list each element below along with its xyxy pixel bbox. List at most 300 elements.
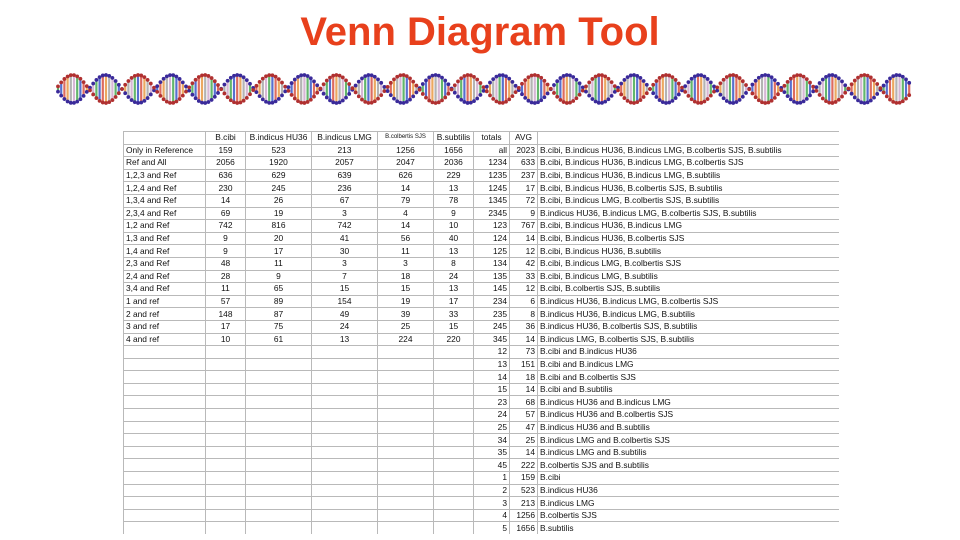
table-cell: B.cibi, B.indicus HU36, B.indicus LMG, B.subtilis — [538, 169, 840, 182]
table-cell: 1,3 and Ref — [124, 232, 206, 245]
table-cell: 47 — [510, 421, 538, 434]
table-cell: 1,4 and Ref — [124, 245, 206, 258]
table-cell: 159 — [510, 472, 538, 485]
table-cell — [312, 459, 378, 472]
table-cell: 19 — [378, 295, 434, 308]
table-row — [124, 509, 840, 522]
table-cell — [124, 396, 206, 409]
table-cell — [206, 409, 246, 422]
table-cell: 2 and ref — [124, 308, 206, 321]
table-cell: 3 — [312, 257, 378, 270]
table-cell: 14 — [510, 446, 538, 459]
table-cell — [246, 421, 312, 434]
table-cell — [246, 396, 312, 409]
table-cell: Only in Reference — [124, 144, 206, 157]
table-row — [124, 157, 840, 170]
table-cell: 30 — [312, 245, 378, 258]
table-cell: 73 — [510, 346, 538, 359]
table-cell: 2,3,4 and Ref — [124, 207, 206, 220]
table-row — [124, 484, 840, 497]
table-cell: 1345 — [474, 194, 510, 207]
table-cell: 7 — [312, 270, 378, 283]
table-cell: B.cibi, B.indicus LMG, B.subtilis — [538, 270, 840, 283]
table-cell: 134 — [474, 257, 510, 270]
table-row — [124, 409, 840, 422]
venn-results-table — [123, 131, 839, 534]
table-cell: 3 and ref — [124, 320, 206, 333]
table-cell — [206, 383, 246, 396]
table-cell: 78 — [434, 194, 474, 207]
table-cell: B.indicus HU36 and B.subtilis — [538, 421, 840, 434]
table-cell: 1 — [474, 472, 510, 485]
table-cell: 1 and ref — [124, 295, 206, 308]
table-cell: 45 — [474, 459, 510, 472]
table-cell: 8 — [434, 257, 474, 270]
table-row — [124, 270, 840, 283]
table-cell — [206, 434, 246, 447]
table-cell: 742 — [312, 220, 378, 233]
table-cell: 639 — [312, 169, 378, 182]
table-cell — [378, 383, 434, 396]
table-cell: 2036 — [434, 157, 474, 170]
table-cell: 2056 — [206, 157, 246, 170]
table-cell: 15 — [434, 320, 474, 333]
table-cell: 742 — [206, 220, 246, 233]
table-row — [124, 383, 840, 396]
table-cell: 3 — [312, 207, 378, 220]
table-cell — [434, 358, 474, 371]
table-cell — [434, 509, 474, 522]
table-cell: 41 — [312, 232, 378, 245]
table-cell: 67 — [312, 194, 378, 207]
table-cell: 5 — [474, 522, 510, 534]
table-cell — [246, 371, 312, 384]
table-cell — [312, 371, 378, 384]
table-cell: B.colbertis SJS — [538, 509, 840, 522]
table-row — [124, 333, 840, 346]
table-row — [124, 194, 840, 207]
table-cell — [378, 409, 434, 422]
table-cell — [206, 459, 246, 472]
table-cell: 57 — [510, 409, 538, 422]
table-cell: 17 — [434, 295, 474, 308]
table-cell: 25 — [474, 421, 510, 434]
table-cell: 4 — [378, 207, 434, 220]
table-cell — [246, 459, 312, 472]
table-cell: 3,4 and Ref — [124, 283, 206, 296]
table-cell: 633 — [510, 157, 538, 170]
table-cell — [378, 358, 434, 371]
table-cell: 1256 — [510, 509, 538, 522]
table-cell: 222 — [510, 459, 538, 472]
table-cell — [124, 484, 206, 497]
table-cell: 124 — [474, 232, 510, 245]
table-header-row — [124, 132, 840, 145]
table-cell: 626 — [378, 169, 434, 182]
table-cell — [312, 484, 378, 497]
table-cell: 24 — [312, 320, 378, 333]
table-cell: 1,2 and Ref — [124, 220, 206, 233]
table-cell: 17 — [510, 182, 538, 195]
table-cell — [434, 434, 474, 447]
table-cell: 15 — [378, 283, 434, 296]
column-header: B.colbertis SJS — [378, 132, 434, 145]
table-cell — [312, 383, 378, 396]
table-row — [124, 446, 840, 459]
table-cell: 235 — [474, 308, 510, 321]
table-cell: B.cibi, B.colbertis SJS, B.subtilis — [538, 283, 840, 296]
table-cell: 14 — [510, 232, 538, 245]
table-cell: 13 — [434, 245, 474, 258]
table-cell: 3 — [378, 257, 434, 270]
table-cell: 11 — [378, 245, 434, 258]
table-cell — [434, 446, 474, 459]
table-cell: 25 — [378, 320, 434, 333]
table-cell: 56 — [378, 232, 434, 245]
table-cell: 523 — [246, 144, 312, 157]
table-cell: B.colbertis SJS and B.subtilis — [538, 459, 840, 472]
table-cell: 767 — [510, 220, 538, 233]
table-cell: 20 — [246, 232, 312, 245]
table-cell: 9 — [510, 207, 538, 220]
table-cell — [434, 472, 474, 485]
table-cell — [312, 522, 378, 534]
table-cell: B.cibi, B.indicus LMG, B.colbertis SJS, B.subtilis — [538, 194, 840, 207]
table-cell — [434, 459, 474, 472]
table-row — [124, 396, 840, 409]
column-header: B.indicus LMG — [312, 132, 378, 145]
table-cell: 72 — [510, 194, 538, 207]
table-cell — [378, 472, 434, 485]
table-cell: 87 — [246, 308, 312, 321]
table-cell: B.indicus HU36, B.colbertis SJS, B.subtilis — [538, 320, 840, 333]
table-cell — [378, 497, 434, 510]
table-cell — [206, 396, 246, 409]
table-cell: B.cibi and B.subtilis — [538, 383, 840, 396]
table-cell: 33 — [510, 270, 538, 283]
table-cell: B.indicus LMG — [538, 497, 840, 510]
table-cell: B.indicus LMG and B.colbertis SJS — [538, 434, 840, 447]
table-cell: 24 — [434, 270, 474, 283]
column-header: B.cibi — [206, 132, 246, 145]
table-cell: 135 — [474, 270, 510, 283]
column-header: B.subtilis — [434, 132, 474, 145]
table-cell: 1920 — [246, 157, 312, 170]
table-cell — [124, 409, 206, 422]
table-cell — [378, 459, 434, 472]
table-cell: 145 — [474, 283, 510, 296]
table-cell — [124, 434, 206, 447]
table-cell: B.cibi, B.indicus HU36, B.colbertis SJS, B.subtilis — [538, 182, 840, 195]
table-cell — [246, 358, 312, 371]
table-cell — [434, 409, 474, 422]
table-cell — [124, 459, 206, 472]
table-cell: B.cibi and B.indicus LMG — [538, 358, 840, 371]
table-cell — [246, 522, 312, 534]
table-cell: 2345 — [474, 207, 510, 220]
table-cell — [124, 383, 206, 396]
table-row — [124, 257, 840, 270]
table-cell: B.cibi, B.indicus HU36, B.colbertis SJS — [538, 232, 840, 245]
table-cell: 15 — [474, 383, 510, 396]
table-cell: 18 — [510, 371, 538, 384]
table-cell: 24 — [474, 409, 510, 422]
table-cell: 1656 — [434, 144, 474, 157]
table-cell: 1,3,4 and Ref — [124, 194, 206, 207]
table-cell: B.cibi, B.indicus HU36, B.indicus LMG — [538, 220, 840, 233]
table-cell: 49 — [312, 308, 378, 321]
table-row — [124, 522, 840, 534]
table-cell — [124, 358, 206, 371]
table-cell: 61 — [246, 333, 312, 346]
table-row — [124, 232, 840, 245]
table-cell — [378, 434, 434, 447]
table-row — [124, 320, 840, 333]
table-cell — [434, 396, 474, 409]
table-cell: 13 — [312, 333, 378, 346]
table-cell: 154 — [312, 295, 378, 308]
table-cell: B.indicus HU36 — [538, 484, 840, 497]
table-cell — [312, 358, 378, 371]
table-cell — [246, 409, 312, 422]
table-cell: 220 — [434, 333, 474, 346]
table-cell: 2 — [474, 484, 510, 497]
table-cell — [124, 497, 206, 510]
table-cell: 11 — [206, 283, 246, 296]
table-row — [124, 169, 840, 182]
table-cell: 23 — [474, 396, 510, 409]
table-cell — [206, 497, 246, 510]
table-cell: 1,2,4 and Ref — [124, 182, 206, 195]
table-cell: 245 — [474, 320, 510, 333]
table-cell — [124, 371, 206, 384]
table-cell: 224 — [378, 333, 434, 346]
table-cell: 79 — [378, 194, 434, 207]
table-cell: 1256 — [378, 144, 434, 157]
table-cell: 236 — [312, 182, 378, 195]
table-cell: 345 — [474, 333, 510, 346]
table-row — [124, 295, 840, 308]
table-cell: 68 — [510, 396, 538, 409]
table-cell — [124, 346, 206, 359]
table-cell: B.indicus HU36 and B.indicus LMG — [538, 396, 840, 409]
table-cell: 10 — [434, 220, 474, 233]
table-cell — [246, 434, 312, 447]
table-cell — [206, 446, 246, 459]
table-cell — [378, 346, 434, 359]
table-cell: 14 — [510, 383, 538, 396]
table-row — [124, 472, 840, 485]
table-row — [124, 308, 840, 321]
table-row — [124, 346, 840, 359]
table-cell — [378, 396, 434, 409]
table-cell: B.indicus LMG and B.subtilis — [538, 446, 840, 459]
table-cell — [206, 522, 246, 534]
table-cell: 123 — [474, 220, 510, 233]
table-cell — [124, 472, 206, 485]
table-cell: 57 — [206, 295, 246, 308]
table-cell: all — [474, 144, 510, 157]
table-cell — [206, 484, 246, 497]
table-cell — [124, 446, 206, 459]
table-cell — [246, 383, 312, 396]
table-cell: 36 — [510, 320, 538, 333]
table-cell: 1234 — [474, 157, 510, 170]
table-cell — [312, 346, 378, 359]
table-cell — [312, 421, 378, 434]
table-cell: 629 — [246, 169, 312, 182]
table-cell — [206, 509, 246, 522]
table-cell — [246, 484, 312, 497]
table-cell: B.cibi, B.indicus HU36, B.indicus LMG, B.colbertis SJS — [538, 157, 840, 170]
table-cell: 6 — [510, 295, 538, 308]
table-cell: Ref and All — [124, 157, 206, 170]
column-header: totals — [474, 132, 510, 145]
table-row — [124, 220, 840, 233]
table-cell: 11 — [246, 257, 312, 270]
table-cell: 25 — [510, 434, 538, 447]
table-row — [124, 434, 840, 447]
table-cell: 1,2,3 and Ref — [124, 169, 206, 182]
table-row — [124, 358, 840, 371]
table-row — [124, 207, 840, 220]
table-cell: B.cibi, B.indicus HU36, B.indicus LMG, B.colbertis SJS, B.subtilis — [538, 144, 840, 157]
table-cell — [434, 484, 474, 497]
table-cell: 12 — [510, 283, 538, 296]
table-cell: 19 — [246, 207, 312, 220]
table-cell: 213 — [510, 497, 538, 510]
table-cell: 26 — [246, 194, 312, 207]
table-cell — [434, 421, 474, 434]
table-row — [124, 421, 840, 434]
table-cell: 34 — [474, 434, 510, 447]
table-cell: 4 — [474, 509, 510, 522]
table-cell: 2,3 and Ref — [124, 257, 206, 270]
table-cell: 14 — [474, 371, 510, 384]
table-cell: 2023 — [510, 144, 538, 157]
table-cell: 9 — [434, 207, 474, 220]
table-cell — [206, 472, 246, 485]
table-row — [124, 459, 840, 472]
table-cell: 151 — [510, 358, 538, 371]
table-cell: 230 — [206, 182, 246, 195]
table-row — [124, 245, 840, 258]
table-row — [124, 497, 840, 510]
table-cell: 10 — [206, 333, 246, 346]
table-cell: 148 — [206, 308, 246, 321]
table-cell — [312, 497, 378, 510]
table-cell — [206, 421, 246, 434]
spreadsheet — [123, 131, 839, 534]
column-header — [124, 132, 206, 145]
table-cell: 237 — [510, 169, 538, 182]
table-cell: 17 — [206, 320, 246, 333]
table-cell: 75 — [246, 320, 312, 333]
table-cell: B.indicus HU36, B.indicus LMG, B.subtilis — [538, 308, 840, 321]
table-cell: B.indicus HU36, B.indicus LMG, B.colbertis SJS, B.subtilis — [538, 207, 840, 220]
table-cell — [312, 396, 378, 409]
table-cell: 9 — [206, 232, 246, 245]
column-header: B.indicus HU36 — [246, 132, 312, 145]
table-cell: 35 — [474, 446, 510, 459]
table-cell: 12 — [474, 346, 510, 359]
table-cell: 33 — [434, 308, 474, 321]
table-cell: 636 — [206, 169, 246, 182]
table-cell: 17 — [246, 245, 312, 258]
table-cell — [434, 346, 474, 359]
table-cell — [206, 358, 246, 371]
slide-title: Venn Diagram Tool — [300, 10, 660, 54]
table-cell — [434, 371, 474, 384]
table-cell — [124, 421, 206, 434]
table-cell: 9 — [206, 245, 246, 258]
table-cell: 13 — [474, 358, 510, 371]
table-cell — [312, 472, 378, 485]
table-cell: 1245 — [474, 182, 510, 195]
table-cell: 2047 — [378, 157, 434, 170]
table-cell: 234 — [474, 295, 510, 308]
table-cell: 28 — [206, 270, 246, 283]
table-cell — [378, 484, 434, 497]
table-cell: B.cibi, B.indicus LMG, B.colbertis SJS — [538, 257, 840, 270]
table-cell — [246, 346, 312, 359]
table-cell: B.cibi — [538, 472, 840, 485]
table-cell: 2,4 and Ref — [124, 270, 206, 283]
table-cell: B.cibi and B.colbertis SJS — [538, 371, 840, 384]
table-cell: 4 and ref — [124, 333, 206, 346]
table-cell — [312, 446, 378, 459]
table-row — [124, 144, 840, 157]
table-cell: 18 — [378, 270, 434, 283]
table-cell: 42 — [510, 257, 538, 270]
table-cell: 9 — [246, 270, 312, 283]
table-cell: 13 — [434, 283, 474, 296]
table-cell — [378, 522, 434, 534]
table-cell: 15 — [312, 283, 378, 296]
table-cell: 523 — [510, 484, 538, 497]
table-cell: 13 — [434, 182, 474, 195]
table-cell: 229 — [434, 169, 474, 182]
table-cell: 39 — [378, 308, 434, 321]
table-cell — [312, 509, 378, 522]
table-cell: 48 — [206, 257, 246, 270]
table-cell: 65 — [246, 283, 312, 296]
table-cell — [124, 522, 206, 534]
table-cell: 816 — [246, 220, 312, 233]
table-cell — [206, 371, 246, 384]
table-cell: 14 — [206, 194, 246, 207]
table-cell: 40 — [434, 232, 474, 245]
table-cell: B.cibi, B.indicus HU36, B.subtilis — [538, 245, 840, 258]
table-cell — [312, 409, 378, 422]
table-cell — [246, 472, 312, 485]
table-cell: 1235 — [474, 169, 510, 182]
table-cell: 89 — [246, 295, 312, 308]
table-cell — [206, 346, 246, 359]
table-cell: 159 — [206, 144, 246, 157]
table-cell: B.indicus HU36, B.indicus LMG, B.colbertis SJS — [538, 295, 840, 308]
table-cell: 3 — [474, 497, 510, 510]
table-row — [124, 182, 840, 195]
table-cell: B.cibi and B.indicus HU36 — [538, 346, 840, 359]
table-cell — [246, 497, 312, 510]
table-cell — [378, 371, 434, 384]
table-cell: 213 — [312, 144, 378, 157]
table-cell: B.indicus HU36 and B.colbertis SJS — [538, 409, 840, 422]
table-cell — [434, 497, 474, 510]
table-cell — [246, 446, 312, 459]
table-cell — [312, 434, 378, 447]
